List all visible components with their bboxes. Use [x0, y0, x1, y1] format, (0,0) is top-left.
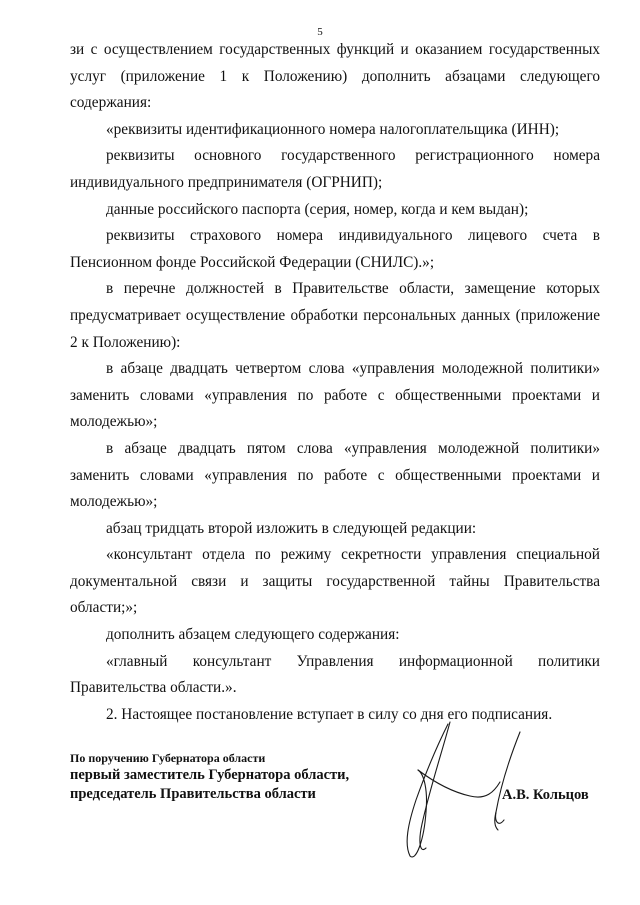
paragraph-2: «реквизиты идентификационного номера налогоплательщика (ИНН);	[106, 120, 560, 138]
signatory-name: А.В. Кольцов	[502, 787, 589, 803]
paragraph-1: зи с осуществлением государственных функций и оказанием государственных услуг (приложение 1 к Положению) дополнить абзацами следующего содержания:	[70, 41, 600, 112]
signatory-title-block	[70, 750, 400, 804]
signatory-instruction: По поручению Губернатора области	[70, 751, 266, 765]
paragraph-11: дополнить абзацем следующего содержания:	[106, 626, 400, 644]
signatory-position-2: председатель Правительства области	[70, 786, 316, 802]
paragraph-12: «главный консультант Управления информационной политики Правительства области.».	[70, 652, 600, 697]
paragraph-3: реквизиты основного государственного регистрационного номера индивидуального предпринимателя (ОГРНИП);	[70, 147, 600, 191]
paragraph-8: в абзаце двадцать пятом слова «управления молодежной политики» заменить словами «управления по работе с общественными проектами и молодежью»;	[70, 439, 600, 511]
document-body	[70, 37, 600, 728]
paragraph-13: 2. Настоящее постановление вступает в силу со дня его подписания.	[106, 705, 553, 723]
signature-stroke-2	[420, 722, 450, 850]
paragraph-4: данные российского паспорта (серия, номер, когда и кем выдан);	[106, 200, 529, 218]
signature-stroke-4	[496, 732, 520, 823]
signature-stroke-1	[407, 724, 448, 857]
paragraph-7: в абзаце двадцать четвертом слова «управления молодежной политики» заменить словами «управления по работе с общественными проектами и молодежью»;	[70, 360, 600, 431]
paragraph-10: «консультант отдела по режиму секретности управления специальной документальной связи и защиты государственной тайны Правительства области;»;	[70, 546, 600, 617]
page-number: 5	[317, 26, 323, 38]
paragraph-5: реквизиты страхового номера индивидуального лицевого счета в Пенсионном фонде Российской Федерации (СНИЛС).»;	[70, 227, 600, 271]
paragraph-9: абзац тридцать второй изложить в следующей редакции:	[106, 519, 477, 537]
signatory-position: первый заместитель Губернатора области,	[70, 767, 350, 783]
paragraph-6: в перечне должностей в Правительстве области, замещение которых предусматривает осуществление обработки персональных данных (приложение 2 к Положению):	[70, 280, 600, 351]
